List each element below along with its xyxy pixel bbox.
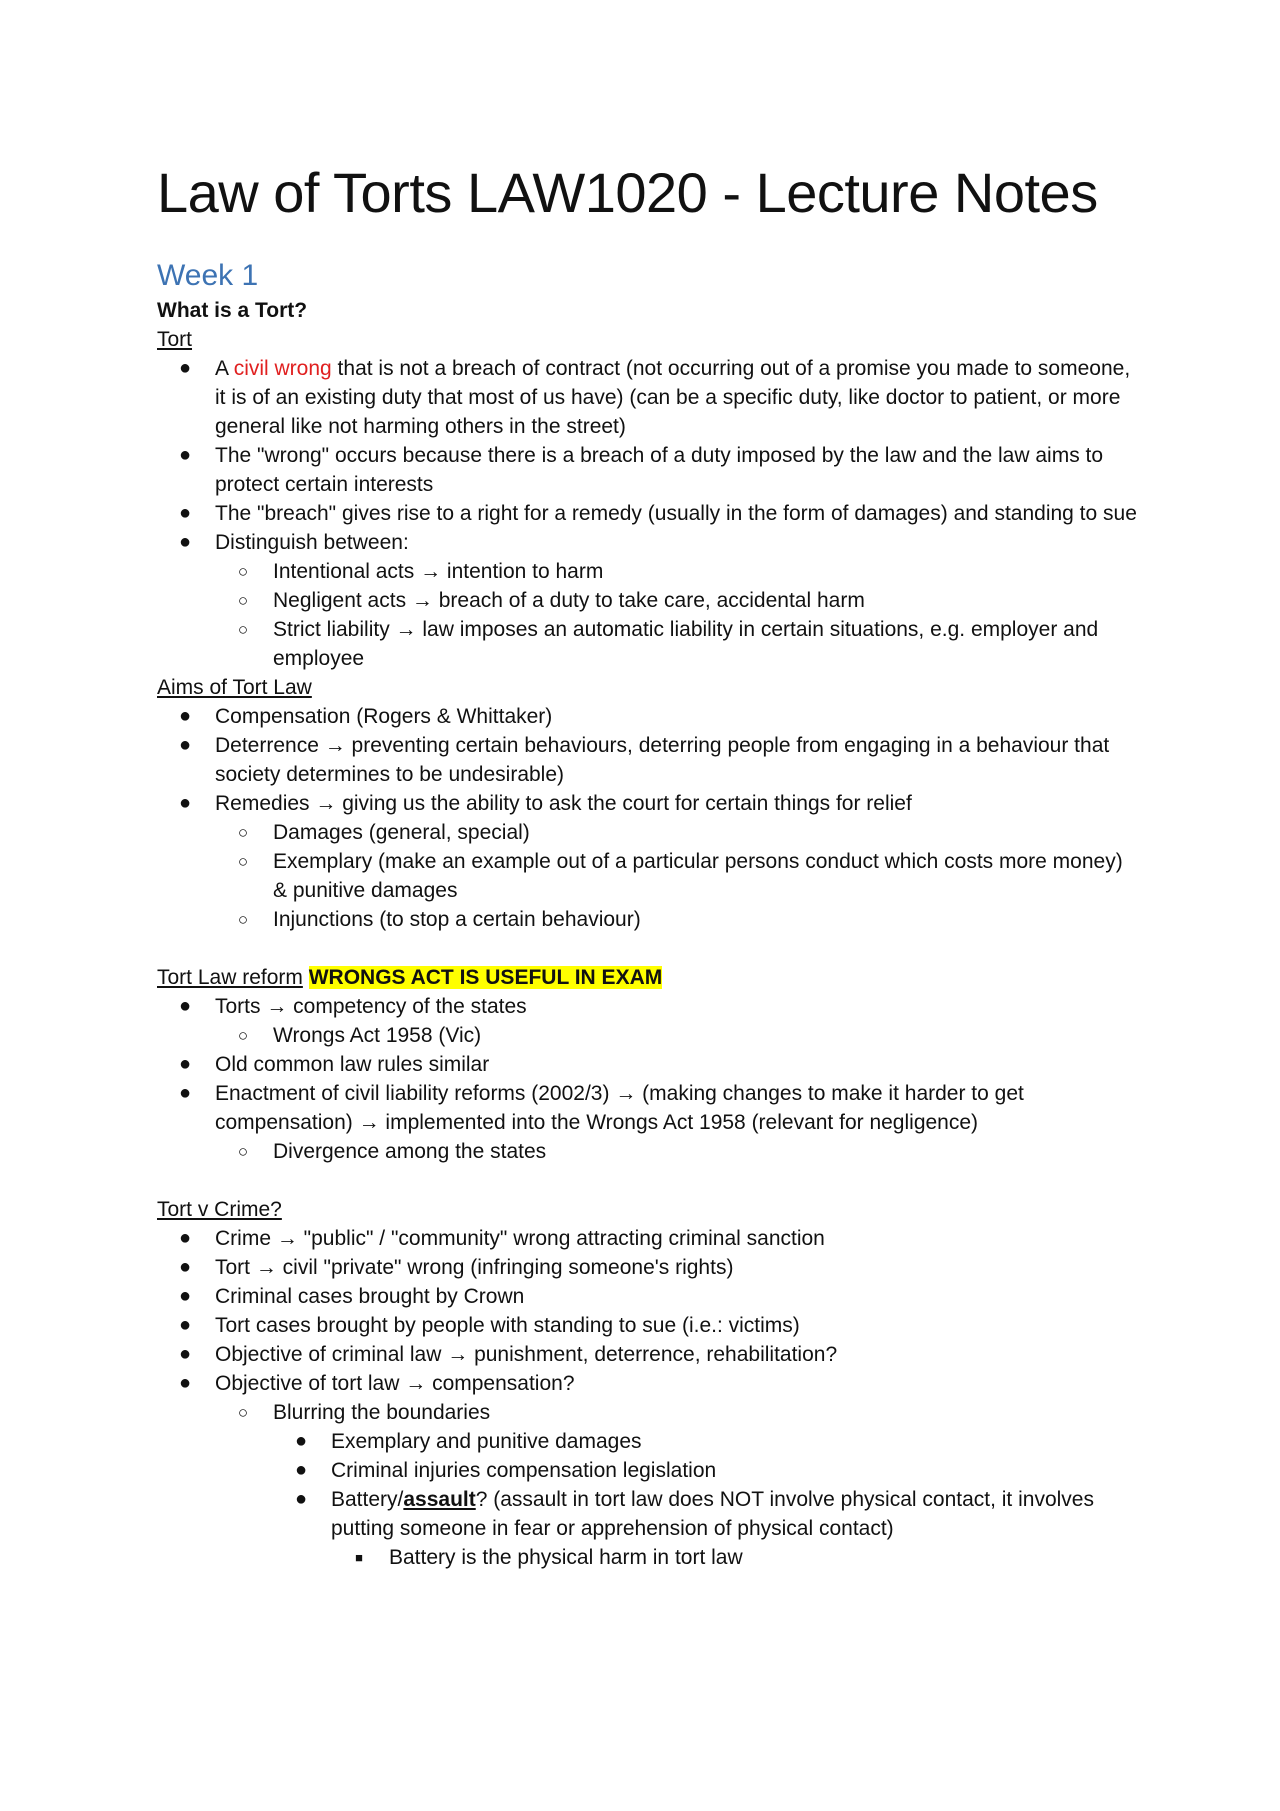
- circle-bullet-icon: ○: [237, 852, 249, 871]
- bullet-icon: ●: [178, 1082, 192, 1104]
- item-text: Deterrence → preventing certain behaviours, deterring people from engaging in a behaviour that society determines to be undesirable): [215, 734, 1110, 786]
- sub-sub-list-item: [273, 1427, 1140, 1456]
- crime-list: [157, 1224, 1140, 1572]
- sub-list-item: [215, 905, 1140, 934]
- item-text: Crime → "public" / "community" wrong attracting criminal sanction: [215, 1227, 825, 1250]
- list-item: [157, 528, 1140, 673]
- bullet-icon: ●: [178, 444, 192, 466]
- circle-bullet-icon: ○: [237, 1142, 249, 1161]
- exam-highlight: WRONGS ACT IS USEFUL IN EXAM: [308, 966, 663, 989]
- circle-bullet-icon: ○: [237, 591, 249, 610]
- item-text: Remedies → giving us the ability to ask the court for certain things for relief: [215, 792, 912, 815]
- bullet-icon: ●: [178, 1343, 192, 1365]
- item-text: Exemplary and punitive damages: [331, 1430, 642, 1453]
- item-text: The "wrong" occurs because there is a breach of a duty imposed by the law and the law aims to protect certain interests: [215, 444, 1104, 496]
- list-item: [157, 1050, 1140, 1079]
- list-item: [157, 731, 1140, 789]
- emphasised-term: assault: [403, 1488, 476, 1511]
- sub-list-item: [215, 615, 1140, 673]
- list-item: [157, 499, 1140, 528]
- item-text: Criminal cases brought by Crown: [215, 1285, 525, 1308]
- list-item: [157, 354, 1140, 441]
- list-item: [157, 1311, 1140, 1340]
- sub-list-item: [215, 586, 1140, 615]
- item-text: Wrongs Act 1958 (Vic): [273, 1024, 482, 1047]
- bullet-icon: ●: [178, 792, 192, 814]
- list-item: [157, 992, 1140, 1050]
- sublist-level-4: [331, 1543, 1140, 1572]
- item-text: Intentional acts → intention to harm: [273, 560, 604, 583]
- list-item: [157, 1340, 1140, 1369]
- list-item: [157, 702, 1140, 731]
- section-heading-reform: Tort Law reform: [157, 966, 303, 989]
- item-text: Criminal injuries compensation legislation: [331, 1459, 717, 1482]
- bullet-icon: ●: [294, 1430, 308, 1452]
- item-text: Battery is the physical harm in tort law: [389, 1546, 743, 1569]
- bullet-icon: ●: [178, 531, 192, 553]
- item-text: A: [215, 357, 234, 380]
- section-heading-reform-line: [157, 963, 1140, 992]
- list-item: [157, 1253, 1140, 1282]
- list-item: [157, 789, 1140, 934]
- item-text: Compensation (Rogers & Whittaker): [215, 705, 553, 728]
- circle-bullet-icon: ○: [237, 562, 249, 581]
- bullet-icon: ●: [178, 1053, 192, 1075]
- sub-list-item: [215, 847, 1140, 905]
- item-text: ? (assault in tort law does NOT involve physical contact, it involves putting someone in fear or apprehension of physical contact): [331, 1488, 1094, 1540]
- item-text: that is not a breach of contract (not occurring out of a promise you made to someone, it is of an existing duty that most of us have) (can be a specific duty, like doctor to patient, or more general like not harming others in the street): [215, 357, 1131, 438]
- bullet-icon: ●: [178, 1285, 192, 1307]
- week-heading: Week 1: [157, 259, 259, 292]
- sub-sub-list-item: [273, 1456, 1140, 1485]
- item-text: Injunctions (to stop a certain behaviour): [273, 908, 641, 931]
- item-text: Old common law rules similar: [215, 1053, 490, 1076]
- item-text: Enactment of civil liability reforms (2002/3) → (making changes to make it harder to get compensation) → implemented into the Wrongs Act 1958 (relevant for negligence): [215, 1082, 1024, 1134]
- item-text: Battery/: [331, 1488, 404, 1511]
- item-text: Objective of criminal law → punishment, deterrence, rehabilitation?: [215, 1343, 838, 1366]
- list-item: [157, 441, 1140, 499]
- circle-bullet-icon: ○: [237, 823, 249, 842]
- sublist: [215, 557, 1140, 673]
- blank-line: [157, 934, 1140, 963]
- section-heading-aims: Aims of Tort Law: [157, 676, 312, 699]
- circle-bullet-icon: ○: [237, 1403, 249, 1422]
- reform-list: [157, 992, 1140, 1166]
- bullet-icon: ●: [178, 705, 192, 727]
- sub-list-item: [215, 818, 1140, 847]
- list-item: [157, 1369, 1140, 1572]
- bullet-icon: ●: [178, 502, 192, 524]
- square-bullet-icon: ■: [355, 1550, 363, 1565]
- sub-list-item: [215, 1021, 1140, 1050]
- bullet-icon: ●: [294, 1459, 308, 1481]
- sub-list-item: [215, 1398, 1140, 1572]
- sub-list-item: [215, 557, 1140, 586]
- sublist: [215, 818, 1140, 934]
- item-text: Torts → competency of the states: [215, 995, 527, 1018]
- bullet-icon: ●: [178, 1372, 192, 1394]
- item-text: Damages (general, special): [273, 821, 530, 844]
- sub-sub-sub-list-item: [331, 1543, 1140, 1572]
- item-text: Strict liability → law imposes an automatic liability in certain situations, e.g. employer and employee: [273, 618, 1099, 670]
- subheading-what-is-tort: What is a Tort?: [157, 299, 308, 322]
- item-text: Exemplary (make an example out of a particular persons conduct which costs more money) & punitive damages: [273, 850, 1123, 902]
- circle-bullet-icon: ○: [237, 620, 249, 639]
- item-text: Objective of tort law → compensation?: [215, 1372, 575, 1395]
- page-title: Law of Torts LAW1020 - Lecture Notes: [157, 161, 1098, 224]
- list-item: [157, 1224, 1140, 1253]
- sublist: [215, 1021, 1140, 1050]
- list-item: [157, 1079, 1140, 1166]
- blank-line: [157, 1166, 1140, 1195]
- bullet-icon: ●: [178, 357, 192, 379]
- item-text: The "breach" gives rise to a right for a remedy (usually in the form of damages) and standing to sue: [215, 502, 1137, 525]
- bullet-icon: ●: [294, 1488, 308, 1510]
- sub-list-item: [215, 1137, 1140, 1166]
- highlighted-term: civil wrong: [233, 357, 332, 380]
- circle-bullet-icon: ○: [237, 910, 249, 929]
- bullet-icon: ●: [178, 734, 192, 756]
- bullet-icon: ●: [178, 1256, 192, 1278]
- sub-sub-list-item: [273, 1485, 1140, 1572]
- item-text: Divergence among the states: [273, 1140, 547, 1163]
- bullet-icon: ●: [178, 1227, 192, 1249]
- bullet-icon: ●: [178, 995, 192, 1017]
- item-text: Tort → civil "private" wrong (infringing someone's rights): [215, 1256, 734, 1279]
- item-text: Negligent acts → breach of a duty to take care, accidental harm: [273, 589, 865, 612]
- item-text: Blurring the boundaries: [273, 1401, 491, 1424]
- tort-list: [157, 354, 1140, 673]
- sublist-level-3: [273, 1427, 1140, 1572]
- item-text: Distinguish between:: [215, 531, 409, 554]
- item-text: Tort cases brought by people with standing to sue (i.e.: victims): [215, 1314, 800, 1337]
- list-item: [157, 1282, 1140, 1311]
- circle-bullet-icon: ○: [237, 1026, 249, 1045]
- sublist: [215, 1137, 1140, 1166]
- bullet-icon: ●: [178, 1314, 192, 1336]
- section-heading-tort-v-crime: Tort v Crime?: [157, 1198, 282, 1221]
- aims-list: [157, 702, 1140, 934]
- sublist: [215, 1398, 1140, 1572]
- section-heading-tort: Tort: [157, 328, 193, 351]
